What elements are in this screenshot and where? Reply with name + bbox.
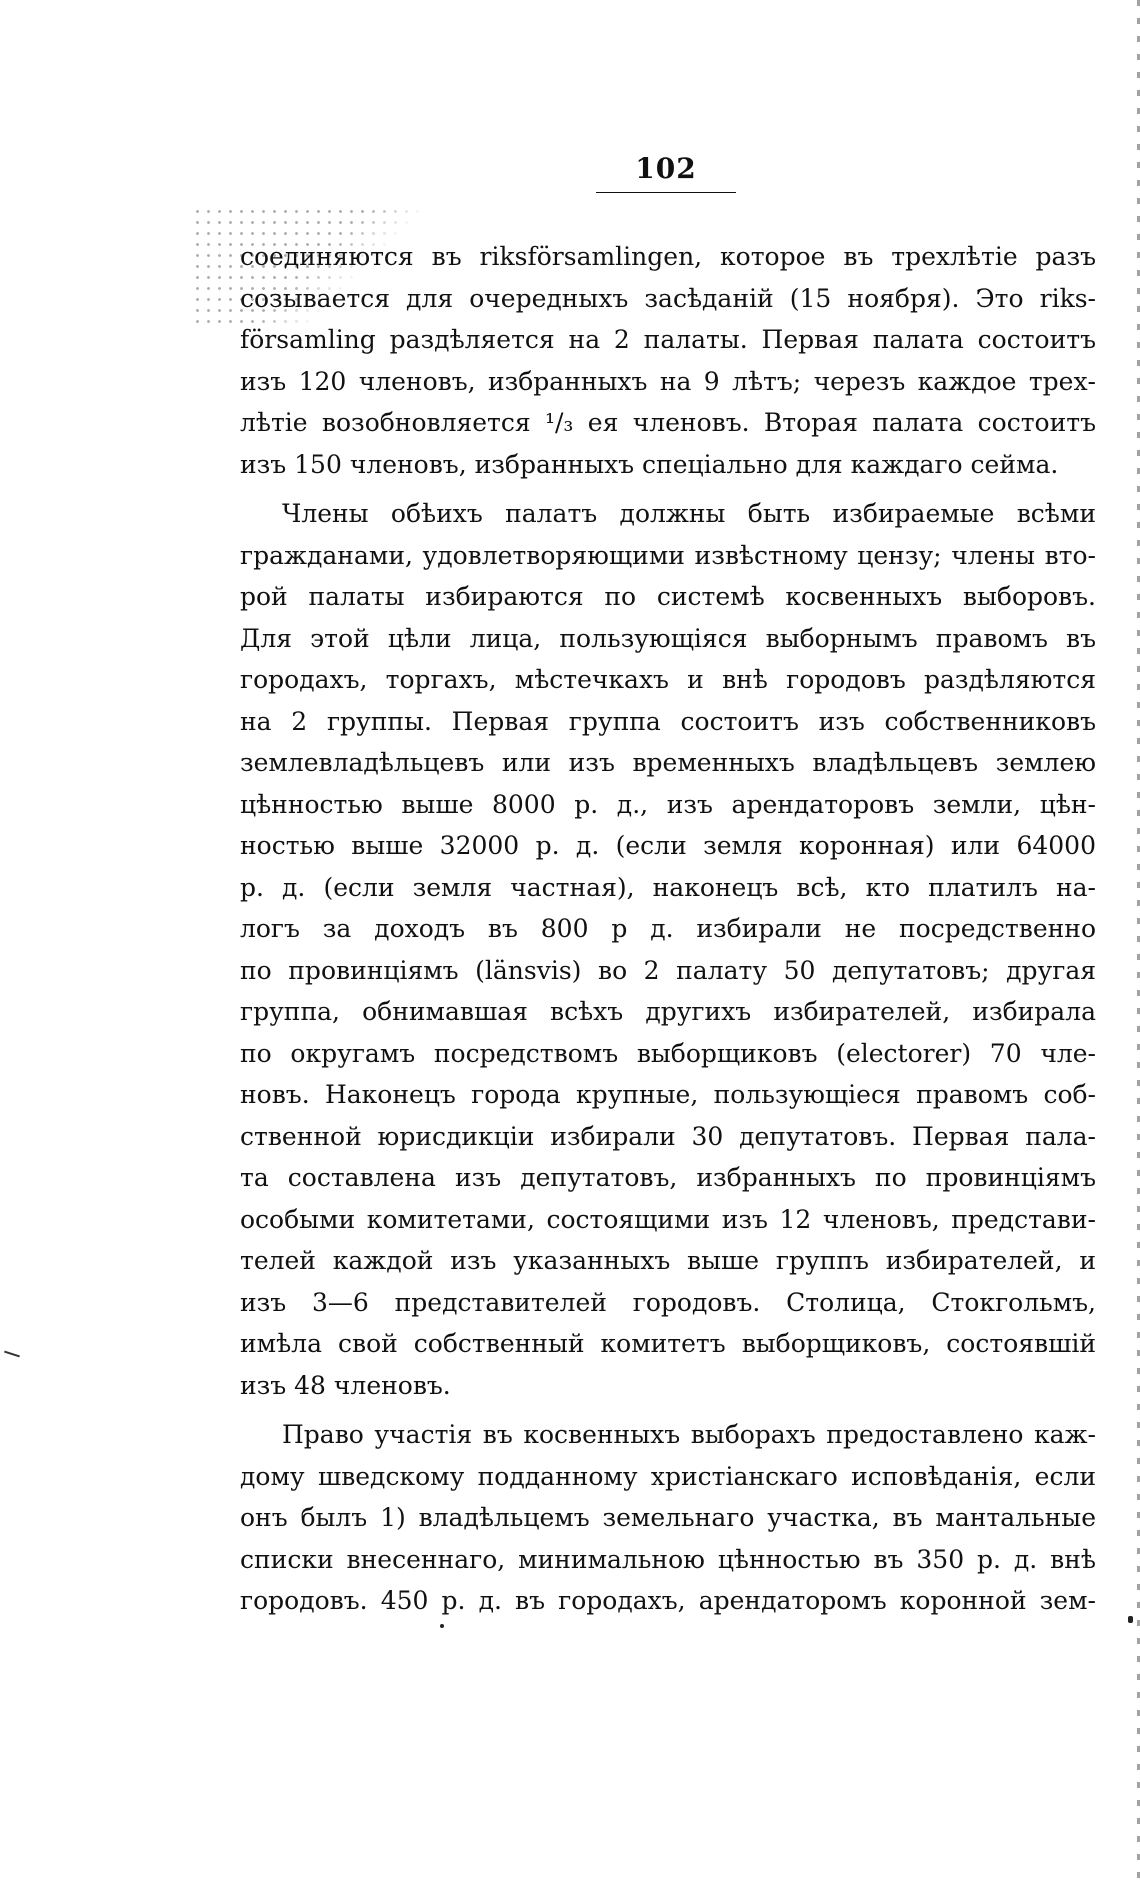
text-line: землевладѣльцевъ или изъ временныхъ владѣльцевъ землею [240, 748, 1096, 777]
text-line: гражданами, удовлетворяющими извѣстному цензу; члены вто- [240, 540, 1096, 570]
text-line: та составлена изъ депутатовъ, избранныхъ по провинціямъ [240, 1163, 1096, 1192]
text-line: изъ 150 членовъ, избранныхъ спеціально для каждаго сейма. [240, 449, 1059, 479]
text-line: цѣнностью выше 8000 р. д., изъ арендаторовъ земли, цѣн- [240, 789, 1096, 819]
text-line: дому шведскому подданному христіанскаго исповѣданія, если [240, 1461, 1096, 1491]
text-line: онъ былъ 1) владѣльцемъ земельнаго участка, въ мантальные [240, 1503, 1096, 1532]
text-line: изъ 120 членовъ, избранныхъ на 9 лѣтъ; черезъ каждое трех- [240, 366, 1096, 396]
text-line: ностью выше 32000 р. д. (если земля коронная) или 64000 [240, 831, 1096, 860]
text-line: городахъ, торгахъ, мѣстечкахъ и внѣ городовъ раздѣляются [240, 665, 1096, 694]
text-line: Право участія въ косвенныхъ выборахъ предоставлено каж- [282, 1420, 1096, 1449]
text-line: Для этой цѣли лица, пользующіяся выборнымъ правомъ въ [240, 623, 1096, 653]
text-line: изъ 48 членовъ. [240, 1370, 451, 1400]
text-line: городовъ. 450 р. д. въ городахъ, арендаторомъ коронной зем- [240, 1586, 1096, 1615]
body-text [240, 236, 1096, 1622]
text-line: р. д. (если земля частная), наконецъ всѣ, кто платилъ на- [240, 872, 1096, 902]
text-line: по округамъ посредствомъ выборщиковъ (electorer) 70 чле- [240, 1038, 1096, 1068]
paragraph-1 [240, 236, 1096, 485]
text-line: на 2 группы. Первая группа состоитъ изъ собственниковъ [240, 706, 1096, 736]
text-line: изъ 3—6 представителей городовъ. Столица, Стокгольмъ, [240, 1287, 1096, 1317]
text-line: имѣла свой собственный комитетъ выборщиковъ, состоявшій [240, 1329, 1096, 1358]
text-line: телей каждой изъ указанныхъ выше группъ избирателей, и [240, 1246, 1096, 1275]
text-line: församling раздѣляется на 2 палаты. Первая палата состоитъ [240, 325, 1096, 354]
text-line: логъ за доходъ въ 800 р д. избирали не посредственно [240, 914, 1096, 943]
text-line: по провинціямъ (länsvis) во 2 палату 50 депутатовъ; другая [240, 955, 1096, 985]
ink-speck [1128, 1616, 1133, 1623]
text-line: группа, обнимавшая всѣхъ другихъ избирателей, избирала [240, 997, 1096, 1026]
text-line: рой палаты избираются по системѣ косвенныхъ выборовъ. [240, 582, 1096, 611]
text-line: новъ. Наконецъ города крупные, пользующіеся правомъ соб- [240, 1080, 1096, 1109]
page-number-rule [596, 192, 736, 193]
text-line: созывается для очередныхъ засѣданій (15 ноября). Это riks- [240, 283, 1096, 313]
page-number: 102 [635, 152, 697, 185]
text-line: списки внесеннаго, минимальною цѣнностью въ 350 р. д. внѣ [240, 1544, 1096, 1574]
text-line: лѣтіе возобновляется ¹/₃ ея членовъ. Вторая палата состоитъ [240, 408, 1096, 437]
ink-speck [440, 1624, 444, 1628]
text-line: особыми комитетами, состоящими изъ 12 членовъ, представи- [240, 1204, 1096, 1234]
paragraph-3 [240, 1414, 1096, 1622]
margin-mark [4, 1351, 20, 1358]
text-line: Члены обѣихъ палатъ должны быть избираемые всѣми [282, 499, 1096, 528]
text-line: соединяются въ riksförsamlingen, которое въ трехлѣтіе разъ [240, 242, 1096, 271]
text-line: ственной юрисдикціи избирали 30 депутатовъ. Первая пала- [240, 1121, 1096, 1151]
paragraph-2 [240, 493, 1096, 1406]
